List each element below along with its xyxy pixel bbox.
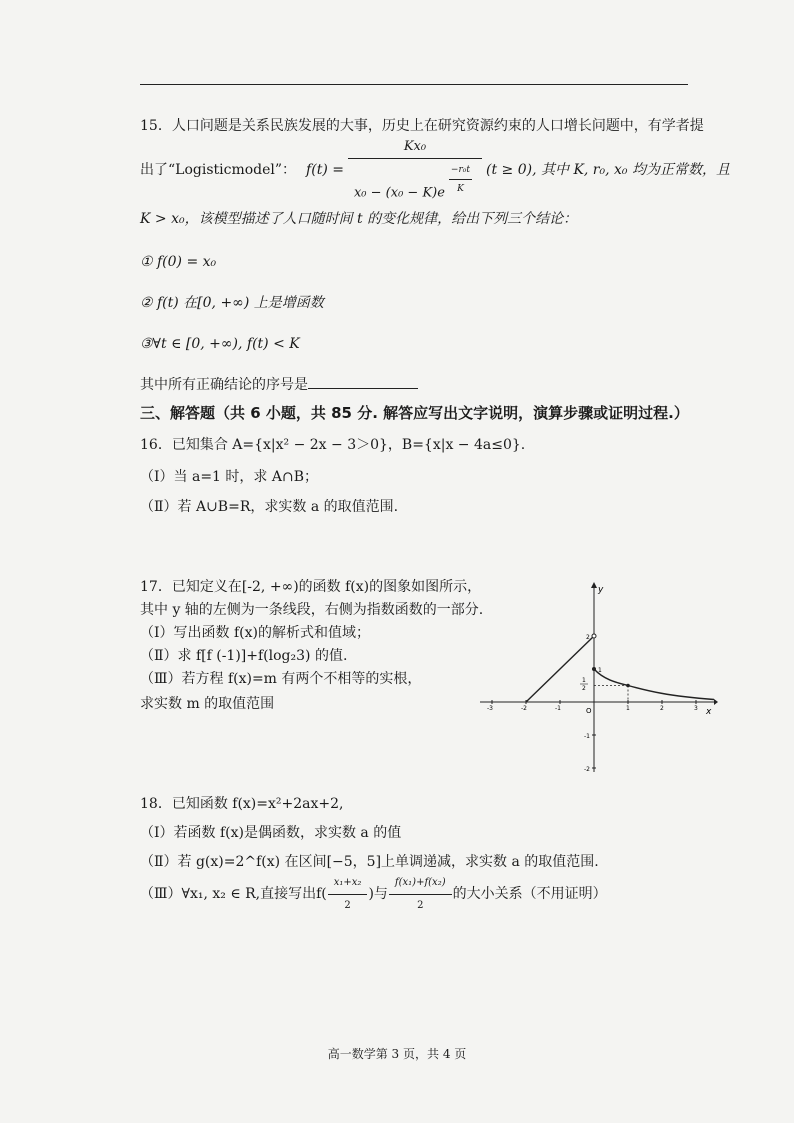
q15-line2 bbox=[140, 138, 730, 201]
q17-line1: 17．已知定义在[-2, +∞)的函数 f(x)的图象如图所示， bbox=[140, 579, 482, 595]
q15-exp-num: −r₀t bbox=[450, 164, 470, 175]
section-3-title: 三、解答题（共 6 小题，共 85 分. 解答应写出文字说明，演算步骤或证明过程.） bbox=[140, 404, 689, 422]
q15-line1: 15．人口问题是关系民族发展的大事，历史上在研究资源约束的人口增长问题中，有学者提 bbox=[140, 118, 704, 134]
q15-line2-post: (t ≥ 0), 其中 K, r₀, x₀ 均为正常数，且 bbox=[486, 162, 730, 178]
q15-line3: K > x₀，该模型描述了人口随时间 t 的变化规律，给出下列三个结论： bbox=[140, 211, 578, 227]
open-endpoint bbox=[592, 634, 596, 638]
q16-stem: 16．已知集合 A={x|x² − 2x − 3＞0}，B={x|x − 4a≤0}. bbox=[140, 437, 526, 453]
y-ticks bbox=[584, 634, 602, 773]
page-footer: 高一数学第 3 页，共 4 页 bbox=[327, 1047, 467, 1061]
q15-denominator-text: x₀ − (x₀ − K)e bbox=[353, 185, 445, 201]
answer-blank[interactable] bbox=[308, 374, 418, 389]
q18-frac-2-num: f(x₁)+f(x₂) bbox=[394, 876, 446, 888]
y-axis-arrow bbox=[591, 582, 597, 588]
q15-ft: f(t) = bbox=[306, 162, 344, 178]
y-tick-label: 2 bbox=[586, 634, 590, 641]
q18-frac-1-num: x₁+x₂ bbox=[333, 876, 362, 888]
q18-p3-post: 的大小关系（不用证明） bbox=[452, 886, 607, 902]
q17-line3: （Ⅰ）写出函数 f(x)的解析式和值域； bbox=[140, 625, 370, 641]
x-tick-label: 3 bbox=[694, 705, 698, 712]
q18-part-1: （Ⅰ）若函数 f(x)是偶函数，求实数 a 的值 bbox=[140, 825, 402, 841]
q18-part-2: （Ⅱ）若 g(x)=2^f(x) 在区间[−5，5]上单调递减，求实数 a 的取值范围. bbox=[140, 854, 599, 870]
q18-part-3 bbox=[140, 878, 607, 910]
y-tick-label: 1 bbox=[598, 667, 602, 674]
q15-exp-den: K bbox=[449, 179, 472, 198]
header-rule bbox=[140, 84, 688, 85]
x-tick-label: -2 bbox=[521, 705, 527, 712]
q15-conclusion-2: ② f(t) 在[0, +∞) 上是增函数 bbox=[140, 295, 324, 311]
exponential-curve bbox=[594, 669, 714, 700]
q18-stem: 18．已知函数 f(x)=x²+2ax+2, bbox=[140, 796, 344, 812]
q15-line2-pre: 出了“Logisticmodel”： bbox=[140, 162, 297, 178]
q15-denominator bbox=[348, 158, 482, 202]
x-tick-label: 1 bbox=[626, 705, 630, 712]
x-tick-label: -3 bbox=[487, 705, 493, 712]
line-segment bbox=[526, 636, 594, 702]
q16-part-2: （Ⅱ）若 A∪B=R，求实数 a 的取值范围. bbox=[140, 499, 399, 515]
x-tick-label: -1 bbox=[555, 705, 561, 712]
q15-exponent bbox=[449, 161, 472, 198]
y-axis-label: y bbox=[598, 585, 604, 595]
origin-label: O bbox=[586, 707, 592, 715]
q15-ask-text: 其中所有正确结论的序号是 bbox=[140, 377, 308, 393]
x-tick-label: 2 bbox=[660, 705, 664, 712]
q18-frac-2 bbox=[389, 874, 452, 915]
q17-line5: （Ⅲ）若方程 f(x)=m 有两个不相等的实根， bbox=[140, 671, 422, 687]
y-tick-label: -1 bbox=[584, 733, 590, 740]
q17-line2: 其中 y 轴的左侧为一条线段，右侧为指数函数的一部分. bbox=[140, 602, 484, 618]
q18-p3-pre: （Ⅲ）∀x₁, x₂ ∈ R,直接写出f( bbox=[140, 886, 327, 902]
q15-numerator: Kx₀ bbox=[403, 138, 427, 154]
closed-endpoint bbox=[592, 667, 596, 671]
q15-formula bbox=[348, 138, 482, 202]
x-axis-label: x bbox=[706, 707, 712, 717]
q18-frac-2-den: 2 bbox=[389, 894, 452, 915]
y-tick-label: -2 bbox=[584, 766, 590, 773]
q18-frac-1-den: 2 bbox=[328, 894, 368, 915]
half-label-den: 2 bbox=[582, 685, 586, 692]
x-axis-arrow bbox=[714, 699, 718, 705]
q18-frac-1 bbox=[328, 874, 368, 915]
q15-ask bbox=[140, 374, 418, 394]
q16-part-1: （Ⅰ）当 a=1 时，求 A∩B； bbox=[140, 469, 318, 485]
q17-line6: 求实数 m 的取值范围 bbox=[140, 696, 275, 712]
q17-line4: （Ⅱ）求 f[f (-1)]+f(log₂3) 的值. bbox=[140, 648, 348, 664]
q18-p3-mid: )与 bbox=[368, 886, 388, 902]
q15-conclusion-3: ③∀t ∈ [0, +∞), f(t) < K bbox=[140, 336, 300, 352]
half-label-num: 1 bbox=[582, 677, 586, 684]
function-graph bbox=[478, 580, 718, 775]
q15-conclusion-1: ① f(0) = x₀ bbox=[140, 254, 217, 270]
